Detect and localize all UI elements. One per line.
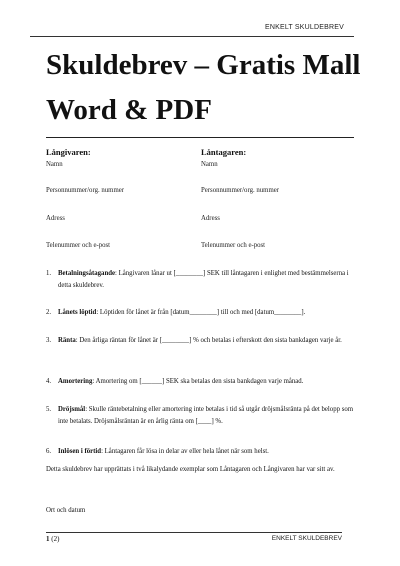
clause-title: Lånets löptid bbox=[58, 309, 97, 316]
clause-number: 2. bbox=[46, 309, 52, 316]
document-title: Skuldebrev – Gratis Mall bbox=[46, 49, 361, 81]
place-date-label: Ort och datum bbox=[46, 507, 86, 514]
lender-contact-field: Telenummer och e-post bbox=[46, 242, 111, 249]
borrower-id-field: Personnummer/org. nummer bbox=[201, 187, 280, 194]
footer-divider bbox=[46, 532, 342, 533]
clause-interest bbox=[46, 335, 358, 347]
clause-late-payment bbox=[46, 404, 358, 427]
clause-amortization bbox=[46, 376, 358, 388]
clause-text: : Långivaren lånar ut [________] SEK till låntagaren i enlighet med bestämmelserna i detta skuldebrev. bbox=[58, 270, 349, 289]
page-indicator bbox=[46, 535, 59, 543]
lender-id-field: Personnummer/org. nummer bbox=[46, 187, 125, 194]
clause-number: 1. bbox=[46, 270, 52, 277]
lender-block bbox=[46, 147, 186, 249]
page-number: 1 bbox=[46, 535, 50, 543]
running-header: ENKELT SKULDEBREV bbox=[264, 24, 344, 31]
lender-address-field: Adress bbox=[46, 215, 65, 222]
clause-text: : Skulle räntebetalning eller amortering inte betalas i tid så utgår dröjsmålsränta på det belopp som inte betalats. Dröjsmålsräntan är en årlig ränta om [____] %. bbox=[58, 406, 354, 425]
clause-term bbox=[46, 307, 358, 319]
clause-title: Inlösen i förtid bbox=[58, 448, 102, 455]
clause-title: Ränta bbox=[58, 337, 76, 344]
lender-heading: Långivaren: bbox=[46, 147, 91, 157]
closing-paragraph: Detta skuldebrev har upprättats i två likalydande exemplar som Låntagaren och Långivaren har var sitt av. bbox=[46, 466, 335, 473]
borrower-name-field: Namn bbox=[201, 161, 218, 168]
title-divider bbox=[46, 137, 354, 138]
clause-text: : Löptiden för lånet är från [datum________] till och med [datum________]. bbox=[96, 309, 306, 316]
clause-title: Dröjsmål bbox=[58, 406, 86, 413]
header-divider bbox=[30, 36, 354, 37]
clause-title: Betalningsåtagande bbox=[58, 270, 116, 277]
clause-text: : Den årliga räntan för lånet är [________] % och betalas i efterskott den sista bankdagen varje år. bbox=[75, 337, 342, 344]
borrower-address-field: Adress bbox=[201, 215, 220, 222]
borrower-block bbox=[201, 147, 341, 249]
clause-title: Amortering bbox=[58, 378, 93, 385]
running-footer: ENKELT SKULDEBREV bbox=[271, 535, 342, 542]
page-total: (2) bbox=[51, 535, 60, 543]
clause-number: 4. bbox=[46, 378, 52, 385]
clause-text: : Låntagaren får lösa in delar av eller hela lånet när som helst. bbox=[101, 448, 269, 455]
clause-number: 3. bbox=[46, 337, 52, 344]
clause-number: 5. bbox=[46, 406, 52, 413]
borrower-contact-field: Telenummer och e-post bbox=[201, 242, 266, 249]
clause-number: 6. bbox=[46, 448, 52, 455]
clause-text: : Amortering om [______] SEK ska betalas den sista bankdagen varje månad. bbox=[92, 378, 304, 385]
clause-early-redemption bbox=[46, 446, 358, 458]
lender-name-field: Namn bbox=[46, 161, 63, 168]
document-subtitle: Word & PDF bbox=[46, 94, 212, 126]
clause-payment bbox=[46, 268, 358, 291]
borrower-heading: Låntagaren: bbox=[201, 147, 247, 157]
